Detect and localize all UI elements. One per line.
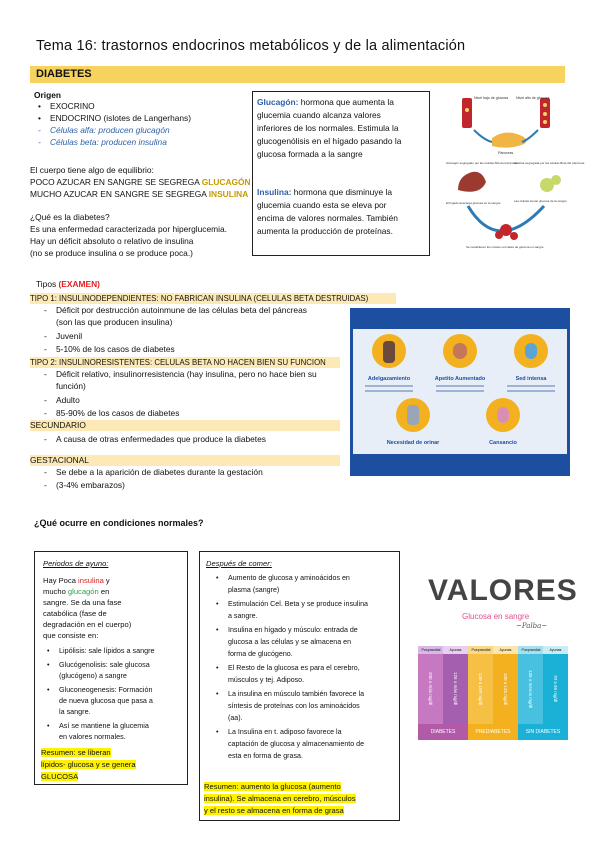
ayuno-item: en valores normales. <box>59 732 126 741</box>
label-restore: Se restablecen los niveles normales de glucosa en sangre <box>466 245 544 249</box>
resumen-line: insulina). Se almacena en cerebro, músculos <box>204 794 356 803</box>
comer-resumen <box>204 781 341 792</box>
ayuno-intro-line <box>43 586 109 597</box>
equilibrio-line2 <box>30 189 248 200</box>
comer-item: • La insulina en músculo también favorece la <box>228 689 364 700</box>
valores-title: VALORES <box>428 574 578 607</box>
column-label: DIABETES <box>418 724 468 740</box>
value-bar <box>493 654 518 724</box>
glucagon-line: glucogenólisis en el hígado pasando la <box>257 136 402 146</box>
column-header-postprandial: Posprandial <box>518 646 544 654</box>
tipos-label: Tipos <box>36 279 59 289</box>
tipo2-item: función) <box>56 381 86 391</box>
ayuno-item: • Así se mantiene la glucemia <box>59 720 149 731</box>
que-es-line: (no se produce insulina o se produce poca.) <box>30 248 193 258</box>
ayuno-resumen <box>41 747 111 758</box>
symptoms-infographic <box>350 308 570 476</box>
tipos-heading <box>36 279 100 290</box>
origen-item: • ENDOCRINO (islotes de Langerhans) <box>50 113 191 124</box>
valores-infographic <box>418 574 578 744</box>
pancreas-icon <box>492 132 527 147</box>
secundario-heading: SECUNDARIO <box>30 420 340 431</box>
ayuno-resumen <box>41 771 78 782</box>
ayuno-intro-line <box>43 575 110 586</box>
column-header-postprandial: Posprandial <box>418 646 444 654</box>
symptom-title: Sed intensa <box>515 376 547 382</box>
gestacional-heading: GESTACIONAL <box>30 455 340 466</box>
insulina-word: INSULINA <box>208 189 249 199</box>
comer-item: esta en forma de grasa. <box>228 752 303 760</box>
valores-column-diabetes <box>418 646 468 742</box>
label-low: Nivel bajo de glucosa <box>474 96 509 100</box>
tipo1-item: (son las que producen insulina) <box>56 317 173 327</box>
column-header-postprandial: Posprandial <box>468 646 494 654</box>
column-header-ayunas: Ayunas <box>493 646 518 654</box>
valores-subtitle: Glucosa en sangre <box>462 612 530 621</box>
glucose-cycle-diagram <box>444 90 585 260</box>
value-text: 100 a 125 mg/dl <box>503 672 508 706</box>
column-header-ayunas: Ayunas <box>443 646 468 654</box>
signature: ~Palba~ <box>516 622 548 630</box>
section-banner <box>30 66 565 83</box>
tipo2-heading: TIPO 2: INSULINORESISTENTES: CELULAS BETA NO HACEN BIEN SU FUNCION <box>30 357 340 368</box>
gestacional-item: - (3-4% embarazos) <box>56 480 125 491</box>
ayuno-text: mucho <box>43 587 68 596</box>
insulina-term: Insulina: <box>257 187 292 197</box>
symptom-title: Adelgazamiento <box>367 376 411 382</box>
label-glucagon: Glucagón segregado por las células Alfa del páncreas <box>446 161 518 165</box>
origen-sub: - Células alfa: producen glucagón <box>50 125 170 136</box>
label-pancreas: Páncreas <box>498 151 514 155</box>
page-title: Tema 16: trastornos endocrinos metabólicos y de la alimentación <box>36 38 466 54</box>
resumen-line: Resumen: aumento la glucosa (aumento <box>204 782 341 791</box>
tipo1-item: - Juvenil <box>56 331 82 342</box>
insulina-line: aumenta la producción de proteínas. <box>257 226 393 236</box>
equilibrio-line1-text: POCO AZUCAR EN SANGRE SE SEGREGA <box>30 177 202 187</box>
comer-item: captación de glucosa y almacenamiento de <box>228 740 365 748</box>
ayuno-item: la sangre. <box>59 707 91 716</box>
ayuno-box <box>34 551 188 785</box>
value-text: 126 o más mg/dl <box>453 672 458 706</box>
insulina-text: hormona que disminuye la <box>291 187 392 197</box>
valores-column-sin-diabetes <box>518 646 568 742</box>
ayuno-intro-line: degradación en el cuerpo) <box>43 620 132 629</box>
tipo2-item: - Déficit relativo, insulinorresistencia (hay insulina, pero no hace bien su <box>56 369 317 380</box>
comer-item: • La Insulina en t. adiposo favorece la <box>228 727 342 738</box>
value-text: 200 o más mg/dl <box>428 672 433 706</box>
origen-heading: Origen <box>34 90 61 100</box>
glucagon-def <box>257 97 394 108</box>
insulina-def <box>257 187 392 198</box>
glucose-cycle-figure <box>444 90 585 260</box>
comer-resumen <box>204 793 356 804</box>
label-cells: Las células toman glucosa de la sangre <box>514 199 567 203</box>
column-label: SIN DIABETES <box>518 724 568 740</box>
ayuno-item: (glucógeno) a sangre <box>59 671 127 680</box>
valores-column-prediabetes <box>468 646 518 742</box>
symptom-title: Necesidad de orinar <box>386 440 440 446</box>
insulina-word-red: insulina <box>78 576 104 585</box>
symptom-title: Apetito Aumentado <box>434 376 486 382</box>
glucagon-word: GLUCAGÓN <box>201 177 251 187</box>
normales-heading: ¿Qué ocurre en condiciones normales? <box>34 518 204 528</box>
infographic-footer <box>353 454 567 473</box>
glucagon-term: Glucagón: <box>257 97 299 107</box>
ayuno-item: • Glucógenolisis: sale glucosa <box>59 659 150 670</box>
comer-item: plasma (sangre) <box>228 586 280 594</box>
label-liver: El hígado descarga glucosa en la sangre <box>446 201 501 205</box>
gestacional-item: - Se debe a la aparición de diabetes durante la gestación <box>56 467 263 478</box>
value-bar <box>543 654 568 724</box>
banner-label: DIABETES <box>36 68 92 80</box>
comer-item: • Aumento de glucosa y aminoácidos en <box>228 573 350 584</box>
equilibrio-line1 <box>30 177 251 188</box>
ayuno-text: en <box>98 587 110 596</box>
ayuno-item: de nueva glucosa que pasa a <box>59 696 153 705</box>
comer-item: • Estimulación Cel. Beta y se produce insulina <box>228 599 368 610</box>
tipo1-heading: TIPO 1: INSULINODEPENDIENTES: NO FABRICAN INSULINA (CELULAS BETA DESTRUIDAS) <box>30 293 396 304</box>
resumen-line: y el resto se almacena en forma de grasa <box>204 806 344 815</box>
symptoms-illustration <box>353 329 567 454</box>
blood-vessel-low-icon <box>462 98 472 128</box>
comer-resumen <box>204 805 344 816</box>
comer-heading: Después de comer: <box>206 559 272 568</box>
ayuno-heading: Periodos de ayuno: <box>43 559 109 568</box>
que-es-line: Hay un déficit absoluto o relativo de insulina <box>30 236 194 246</box>
ayuno-resumen <box>41 759 136 770</box>
tipo1-item: - Déficit por destrucción autoinmune de las células beta del páncreas <box>56 305 307 316</box>
glucagon-line: inferiores de los normales. Estimula la <box>257 123 399 133</box>
value-bar <box>443 654 468 724</box>
value-text: 70 a 99 mg/dl <box>553 675 558 703</box>
tipo2-item: - 85-90% de los casos de diabetes <box>56 408 179 419</box>
ayuno-item: • Lipólisis: sale lípidos a sangre <box>59 645 155 656</box>
que-es-line: Es una enfermedad caracterizada por hiperglucemia. <box>30 224 227 234</box>
origen-sub: - Células beta: producen insulina <box>50 137 167 148</box>
comer-item: (aa). <box>228 714 243 722</box>
equilibrio-line2-text: MUCHO AZUCAR EN SANGRE SE SEGREGA <box>30 189 209 199</box>
value-bar <box>468 654 493 724</box>
comer-item: • Insulina en hígado y músculo: entrada de <box>228 625 358 636</box>
secundario-item: - A causa de otras enfermedades que produce la diabetes <box>56 434 266 445</box>
comer-box <box>199 551 400 821</box>
ayuno-intro-line: sangre. Se da una fase <box>43 598 122 607</box>
comer-item: músculos y tej. Adiposo. <box>228 676 305 684</box>
liver-icon <box>458 172 486 192</box>
value-text: 140 a 199 mg/dl <box>478 672 483 706</box>
ayuno-item: • Gluconeogenesis: Formación <box>59 684 153 695</box>
glucagon-line: glucemia cuando alcanza valores <box>257 110 381 120</box>
label-high: Nivel alto de glucosa <box>516 96 550 100</box>
ayuno-intro-line: catabólica (fase de <box>43 609 107 618</box>
insulina-line: encima de valores normales. También <box>257 213 398 223</box>
value-bar <box>418 654 443 724</box>
ayuno-text: Hay Poca <box>43 576 79 585</box>
exam-label: (EXAMEN) <box>58 279 100 289</box>
tipo2-item: - Adulto <box>56 395 80 406</box>
glucagon-word-green: glucagón <box>67 587 99 596</box>
comer-item: • El Resto de la glucosa es para el cerebro, <box>228 663 360 674</box>
ayuno-text: y <box>103 576 110 585</box>
comer-item: glucosa a las células y se almacena en <box>228 638 352 646</box>
comer-item: forma de glucógeno. <box>228 650 293 658</box>
symptom-title: Cansancio <box>489 440 517 446</box>
column-label: PREDIABETES <box>468 724 518 740</box>
insulina-line: glucemia cuando esta se eleva por <box>257 200 387 210</box>
value-text: 139 o menos mg/dl <box>528 669 533 709</box>
resumen-line: lípidos- glucosa y se genera <box>41 760 136 769</box>
comer-item: síntesis de proteínas con los aminoácidos <box>228 702 360 710</box>
ayuno-intro-line: que consiste en: <box>43 631 99 640</box>
arrow-icon <box>474 130 492 142</box>
glucagon-text: hormona que aumenta la <box>298 97 394 107</box>
infographic-header <box>353 311 567 329</box>
column-header-ayunas: Ayunas <box>543 646 568 654</box>
tipo1-item: - 5-10% de los casos de diabetes <box>56 344 175 355</box>
origen-item: • EXOCRINO <box>50 101 95 112</box>
resumen-line: GLUCOSA <box>41 772 79 781</box>
glucagon-line: glucosa formada a la sangre <box>257 149 363 159</box>
que-es-heading: ¿Qué es la diabetes? <box>30 212 110 222</box>
resumen-line: Resumen: se liberan <box>41 748 111 757</box>
hormonas-box <box>252 91 430 256</box>
arrow-icon <box>522 130 538 142</box>
comer-item: a sangre. <box>228 612 258 620</box>
equilibrio-heading: El cuerpo tiene algo de equilibrio: <box>30 165 154 175</box>
value-bar <box>518 654 543 724</box>
label-insulin: Insulina segregada por las células Beta del páncreas <box>514 161 585 165</box>
